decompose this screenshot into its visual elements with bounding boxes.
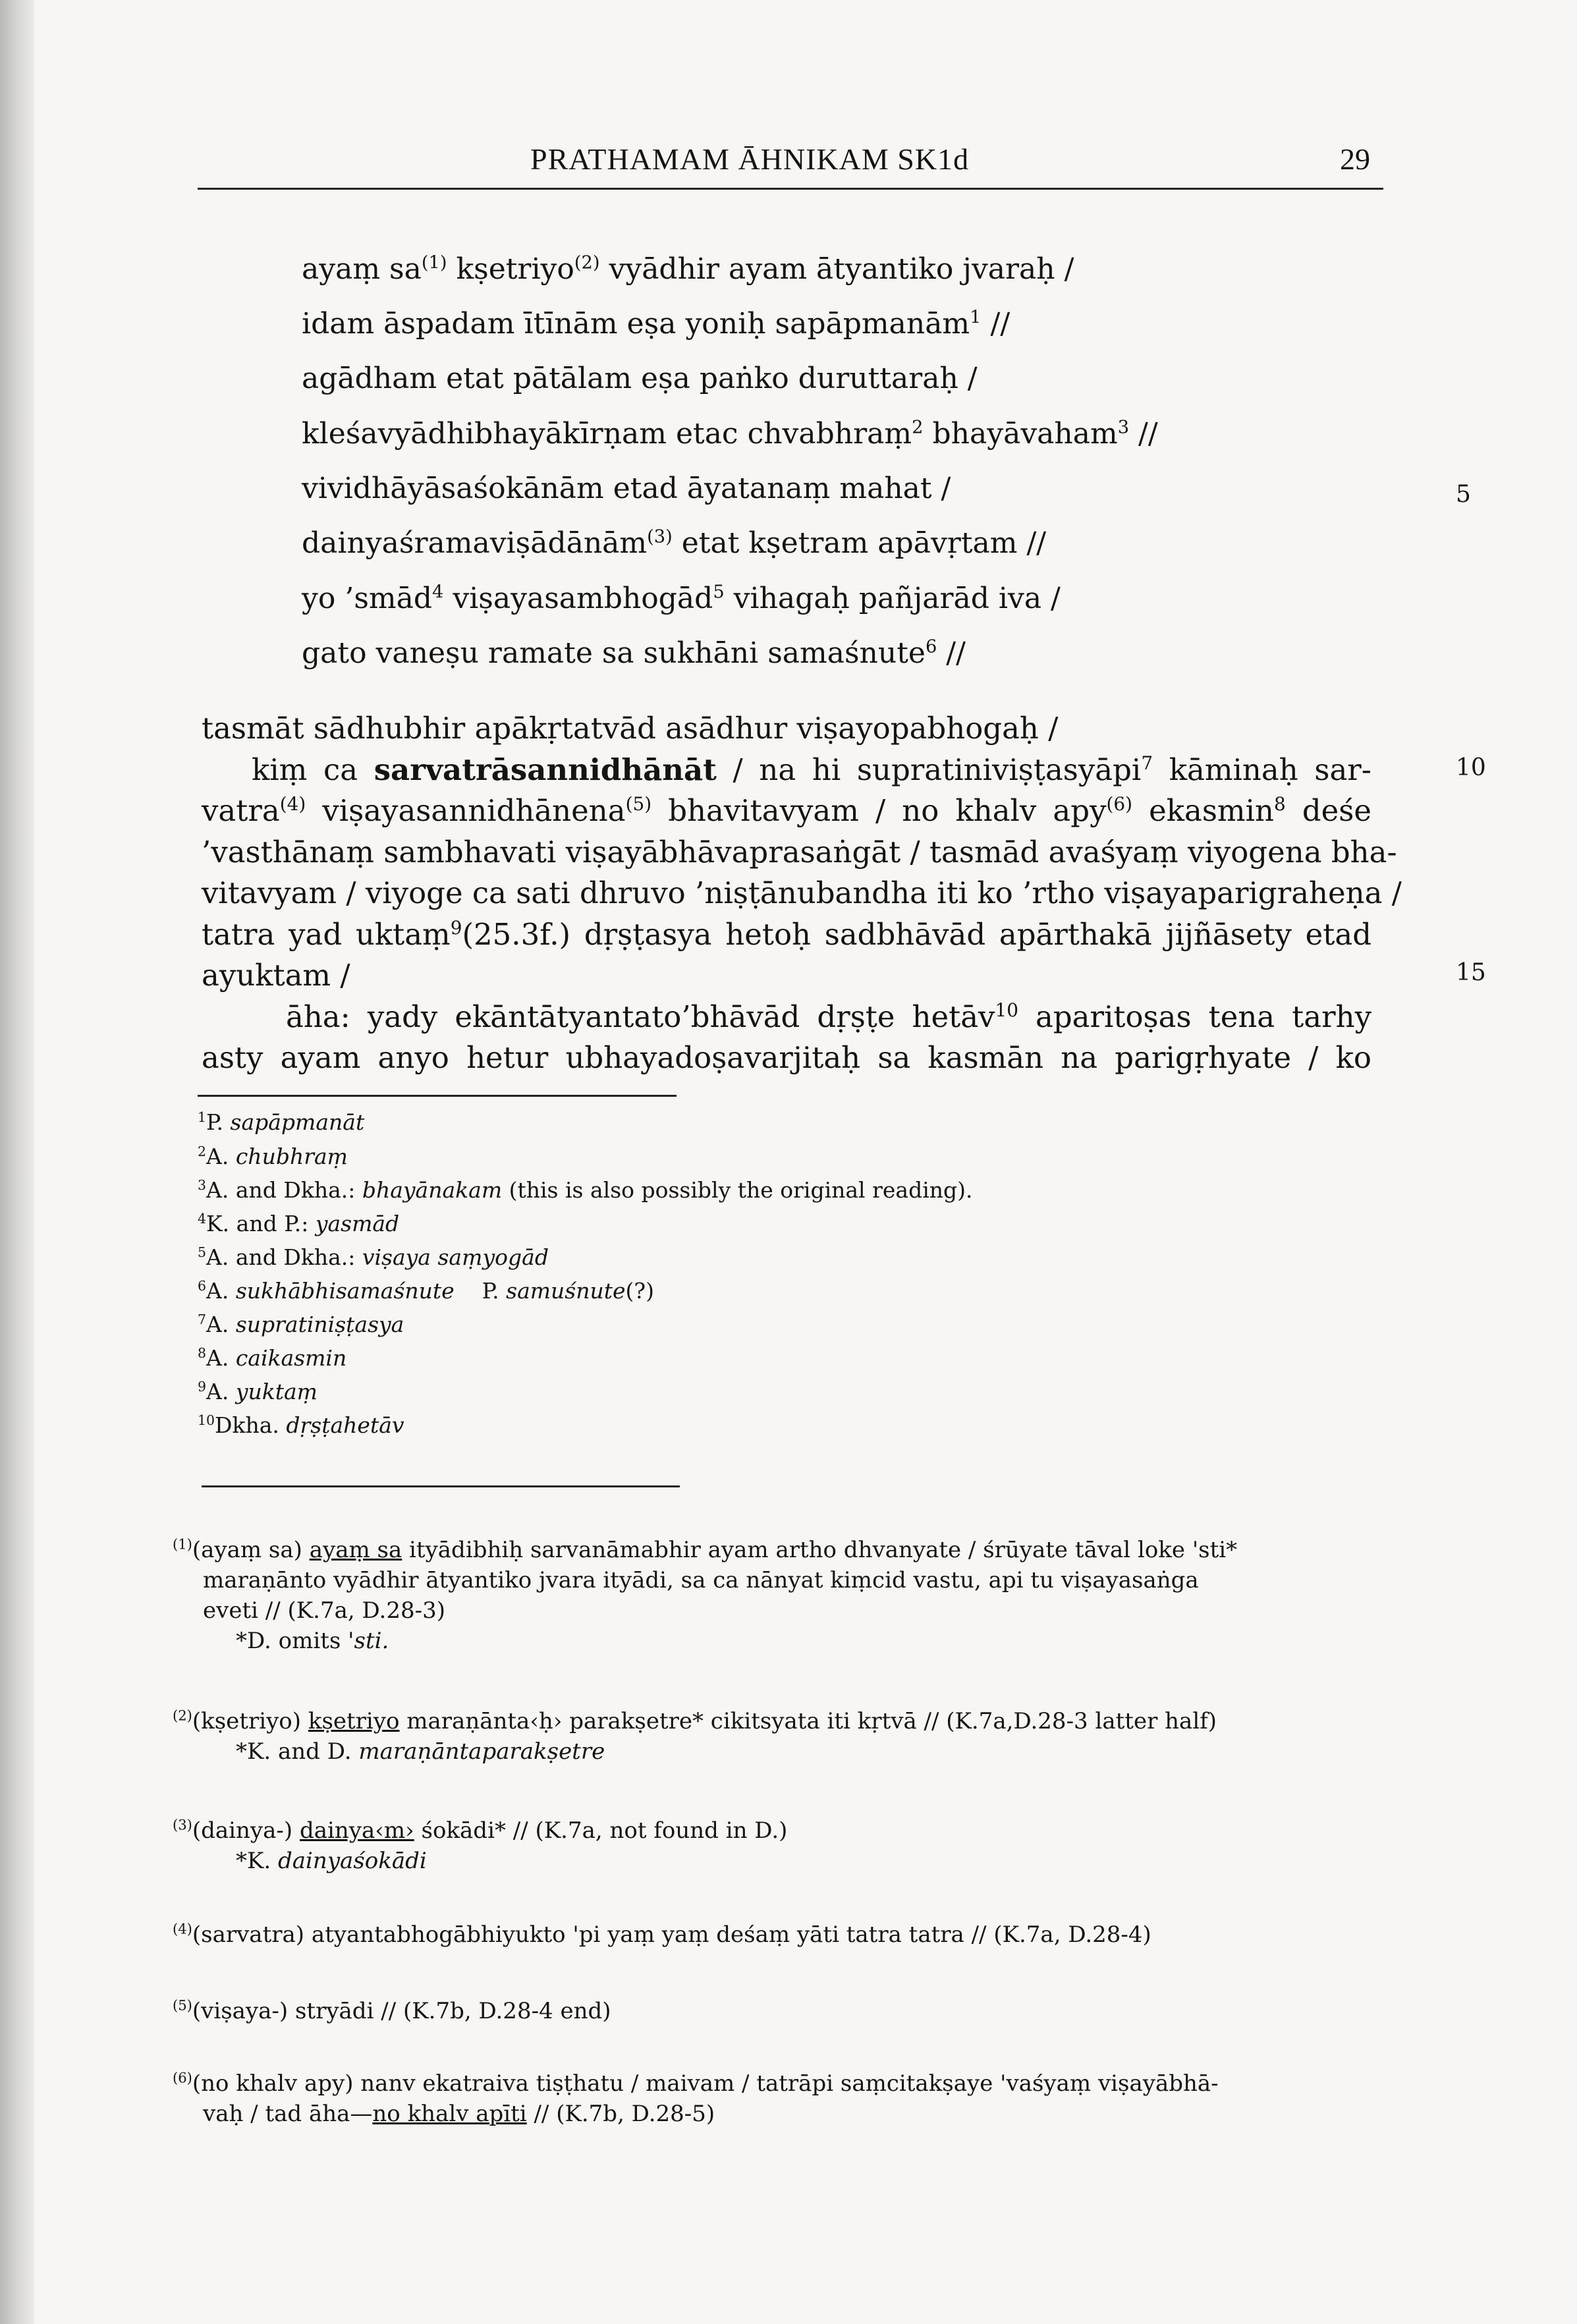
prose-line: ’vasthānaṃ sambhavati viṣayābhāvaprasaṅgāt / tasmād avaśyaṃ viyogena bha- [202, 834, 1397, 870]
prose-line: tatra yad uktaṃ$^9$(25.3f.) dṛṣṭasya hetoḥ sadbhāvād apārthakā jijñāsety etad [202, 916, 1371, 952]
verse-line: vividhāyāsaśokānām etad āyatanaṃ mahat / [302, 472, 951, 505]
prose-line: kiṃ ca sarvatrāsannidhānāt / na hi supratiniviṣṭasyāpi$^7$ kāminaḥ sar- [252, 752, 1371, 787]
prose-line: āha: yady ekāntātyantato’bhāvād dṛṣṭe hetāv$^{10}$ aparitoṣas tena tarhy [286, 999, 1371, 1034]
verse-line: agādham etat pātālam eṣa paṅko duruttaraḥ / [302, 362, 978, 395]
commentary-rule [202, 1485, 680, 1487]
page-binding-shadow [0, 0, 34, 2324]
header-rule [198, 188, 1383, 190]
commentary-note: $^{(1)}$(ayaṃ sa) ayaṃ sa ityādibhiḥ sarvanāmabhir ayam artho dhvanyate / śrūyate tāval loke 'sti* maraṇānto vyādhir ātyantiko jvara ityādi, sa ca nānyat kiṃcid vastu, api tu viṣayasaṅga eveti // (K.7a, D.28-3) *D. omits 'sti. [173, 1536, 1238, 1654]
prose-line: ayuktam / [202, 958, 350, 993]
commentary-note: $^{(5)}$(viṣaya-) stryādi // (K.7b, D.28-4 end) [173, 1997, 611, 2024]
footnote: $^{10}$Dkha. dṛṣṭahetāv [198, 1412, 404, 1438]
line-number: 15 [1456, 959, 1486, 986]
footnote-rule [198, 1095, 677, 1097]
running-head: PRATHAMAM ĀHNIKAM SK1d [530, 142, 970, 176]
line-number: 5 [1456, 481, 1471, 508]
prose-block [202, 708, 1402, 1079]
verse-line: idam āspadam ītīnām eṣa yoniḥ sapāpmanām$^1$ // [302, 307, 1010, 341]
verse-line: gato vaneṣu ramate sa sukhāni samaśnute$^6$ // [302, 636, 966, 670]
verse-line: kleśavyādhibhayākīrṇam etac chvabhraṃ$^2$ bhayāvaham$^3$ // [302, 417, 1158, 451]
commentary-note: $^{(6)}$(no khalv apy) nanv ekatraiva tiṣṭhatu / maivam / tatrāpi saṃcitakṣaye 'vaśyaṃ viṣayābhā- vaḥ / tad āha—no khalv apīti // (K.7b, D.28-5) [173, 2069, 1219, 2127]
footnote: $^5$A. and Dkha.: viṣaya saṃyogād [198, 1244, 549, 1270]
verse-line: yo ’smād$^4$ viṣayasambhogād$^5$ vihagaḥ pañjarād iva / [302, 582, 1061, 615]
commentary-note: $^{(2)}$(kṣetriyo) kṣetriyo maraṇānta‹ḥ› parakṣetre* cikitsyata iti kṛtvā // (K.7a,D.28-3 latter half) *K. and D. maraṇāntaparakṣetre [173, 1707, 1217, 1765]
footnote: $^7$A. supratiniṣṭasya [198, 1312, 404, 1337]
footnote: $^4$K. and P.: yasmād [198, 1211, 400, 1236]
line-number: 10 [1456, 754, 1486, 781]
page-header [198, 142, 1383, 194]
footnote: $^1$P. sapāpmanāt [198, 1109, 365, 1135]
commentary-note: $^{(3)}$(dainya-) dainya‹m› śokādi* // (K.7a, not found in D.) *K. dainyaśokādi [173, 1816, 788, 1874]
footnote: $^9$A. yuktaṃ [198, 1379, 318, 1404]
footnote: $^6$A. sukhābhisamaśnute P. samuśnute(?) [198, 1278, 654, 1304]
verse-line: ayaṃ $sa^{(1)}$ kṣetriyo$^{(2)}$ vyādhir ayam ātyantiko jvaraḥ / [302, 252, 1074, 286]
prose-line: vatra$^{(4)}$ viṣayasannidhānena$^{(5)}$ bhavitavyam / no khalv apy$^{(6)}$ ekasmin$^8$ deśe [202, 793, 1371, 828]
prose-line: asty ayam anyo hetur ubhayadoṣavarjitaḥ sa kasmān na parigṛhyate / ko [202, 1040, 1371, 1075]
footnote: $^3$A. and Dkha.: bhayānakam (this is also possibly the original reading). [198, 1177, 973, 1203]
commentary-note: $^{(4)}$(sarvatra) atyantabhogābhiyukto 'pi yaṃ yaṃ deśaṃ yāti tatra tatra // (K.7a, D.28-4) [173, 1920, 1151, 1948]
footnote: $^2$A. chubhraṃ [198, 1144, 348, 1169]
page-number: 29 [1340, 142, 1370, 176]
footnote: $^8$A. caikasmin [198, 1345, 347, 1371]
prose-line: vitavyam / viyoge ca sati dhruvo ’niṣṭānubandha iti ko ’rtho viṣayaparigraheṇa / [202, 875, 1402, 910]
verse-line: dainyaśramaviṣādānām$^{(3)}$ etat kṣetram apāvṛtam // [302, 526, 1047, 560]
prose-line: tasmāt sādhubhir apākṛtatvād asādhur viṣayopabhogaḥ / [202, 711, 1059, 746]
